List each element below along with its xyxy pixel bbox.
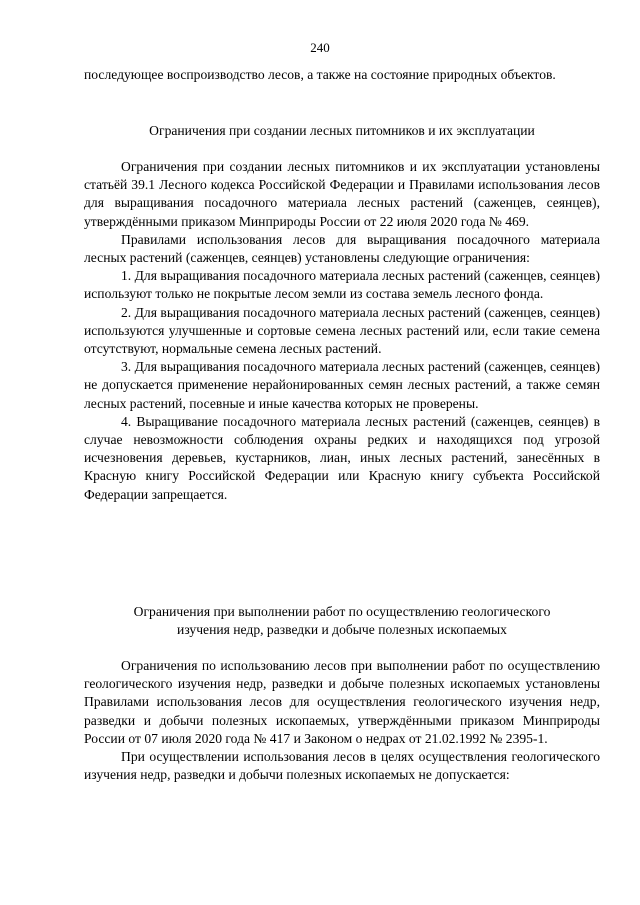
section-body-geology	[84, 657, 600, 784]
continuation-block	[84, 66, 600, 84]
section-heading-nurseries: Ограничения при создании лесных питомников и их эксплуатации	[149, 123, 535, 138]
paragraph: Ограничения по использованию лесов при выполнении работ по осуществлению геологического изучения недр, разведки и добыче полезных ископаемых установлены Правилами использования лесов для осуществления геологического изучения недр, разведки и добычи полезных ископаемых, утверждёнными приказом Минприроды России от 07 июля 2020 года № 417 и Законом о недрах от 21.02.1992 № 2395-1.	[84, 658, 600, 746]
section-heading-geology	[84, 603, 600, 639]
continuation-paragraph: последующее воспроизводство лесов, а также на состояние природных объектов.	[84, 67, 556, 82]
list-item: 4. Выращивание посадочного материала лесных растений (саженцев, сеянцев) в случае невозможности соблюдения охраны редких и находящихся под угрозой исчезновения деревьев, кустарников, лиан, иных лесных растений, занесённых в Красную книгу Российской Федерации или Красную книгу субъекта Российской Федерации запрещается.	[84, 413, 600, 502]
page-number: 240	[310, 40, 330, 55]
list-item: 2. Для выращивания посадочного материала лесных растений (саженцев, сеянцев) используются улучшенные и сортовые семена лесных растений или, если такие семена отсутствуют, нормальные семена лесных растений.	[84, 304, 600, 357]
list-item: 3. Для выращивания посадочного материала лесных растений (саженцев, сеянцев) не допускается применение нерайонированных семян лесных растений, а также семян лесных растений, посевные и иные качества которых не проверены.	[84, 359, 600, 411]
list-item: 1. Для выращивания посадочного материала лесных растений (саженцев, сеянцев) используют только не покрытые лесом земли из состава земель лесного фонда.	[84, 268, 600, 302]
paragraph: Правилами использования лесов для выращивания посадочного материала лесных растений (саженцев, сеянцев) установлены следующие ограничения:	[84, 231, 600, 266]
section-body-nurseries	[84, 158, 600, 504]
section-heading-line: Ограничения при выполнении работ по осуществлению геологического	[133, 604, 551, 619]
section-heading-line: изучения недр, разведки и добыче полезных ископаемых	[177, 622, 507, 638]
paragraph: Ограничения при создании лесных питомников и их эксплуатации установлены статьёй 39.1 Лесного кодекса Российской Федерации и Правилами использования лесов для выращивания посадочного материала лесных растений (саженцев, сеянцев), утверждёнными приказом Минприроды России от 22 июля 2020 года № 469.	[84, 159, 600, 229]
paragraph: При осуществлении использования лесов в целях осуществления геологического изучения недр, разведки и добычи полезных ископаемых не допускается:	[84, 749, 600, 783]
